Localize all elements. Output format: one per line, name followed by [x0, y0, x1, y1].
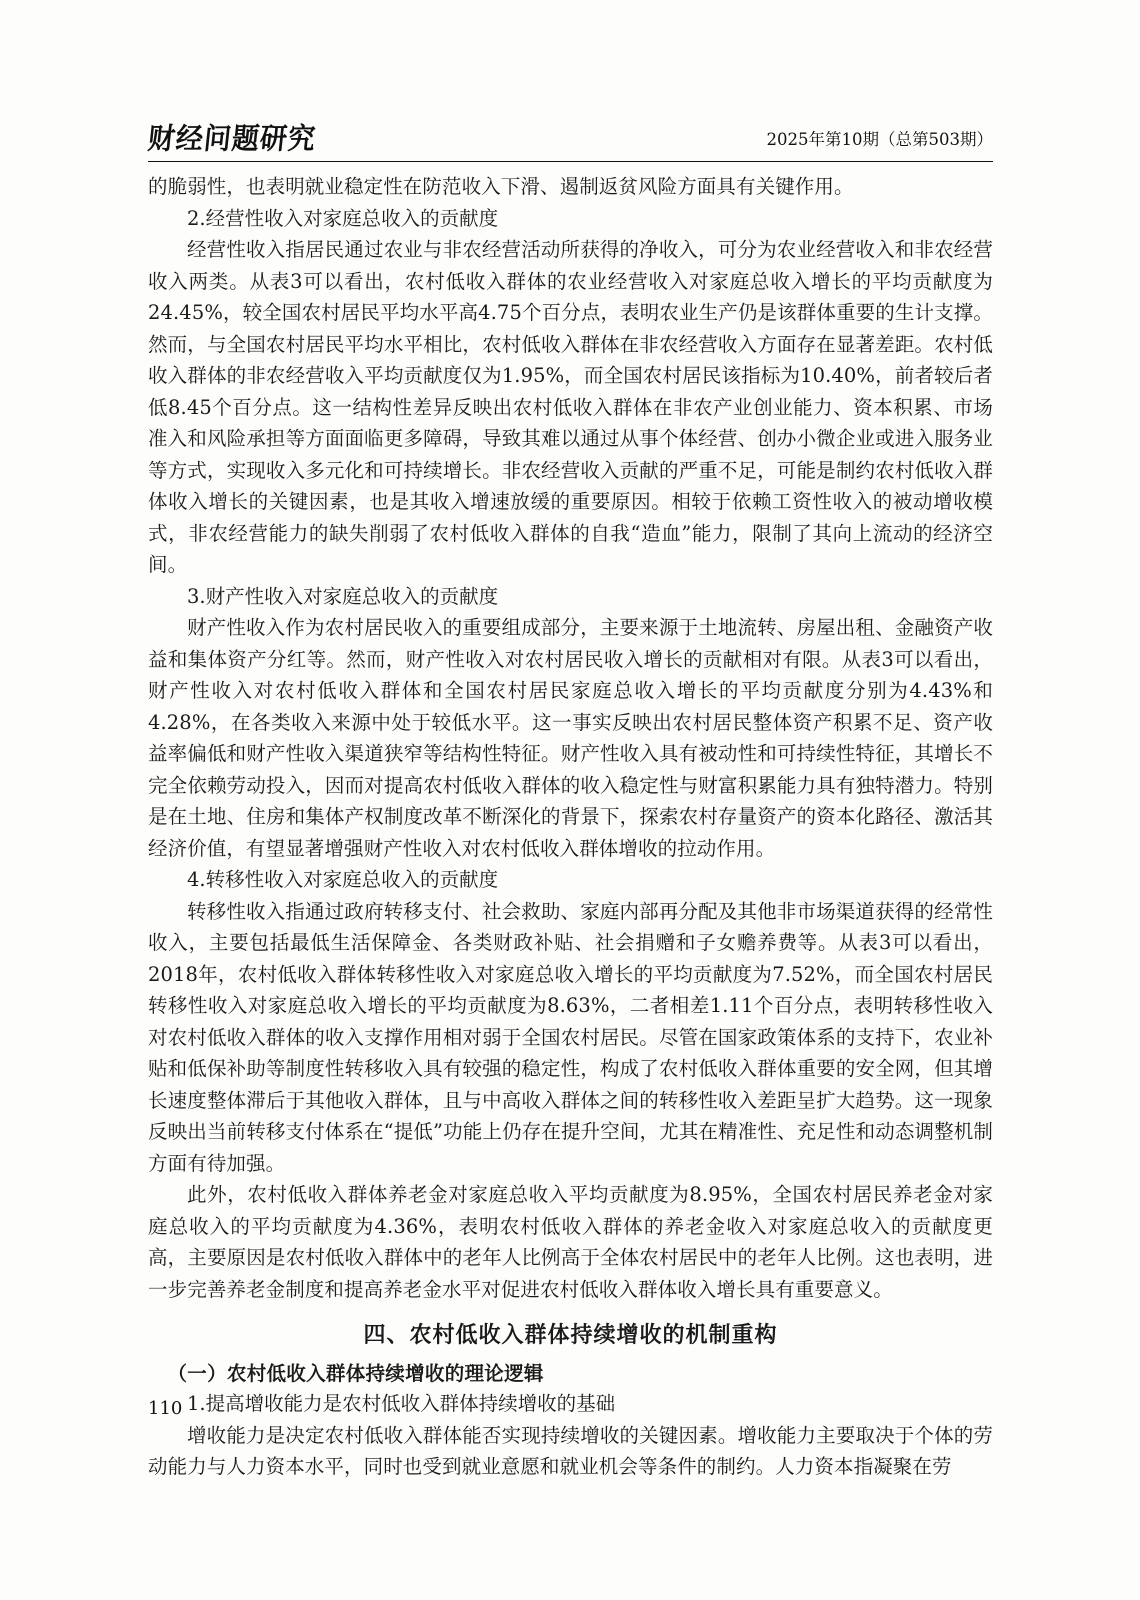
subsection-title: （一）农村低收入群体持续增收的理论逻辑 [167, 1362, 544, 1385]
issue-info: 2025年第10期（总第503期） [766, 130, 993, 149]
paragraph-continued: 的脆弱性，也表明就业稳定性在防范收入下滑、遏制返贫风险方面具有关键作用。 [148, 175, 854, 198]
masthead [146, 122, 993, 159]
header-rule [148, 161, 993, 162]
page-number: 110 [148, 1398, 183, 1419]
heading-1-capacity: 1.提高增收能力是农村低收入群体持续增收的基础 [187, 1392, 616, 1415]
heading-4-transfer-income: 4.转移性收入对家庭总收入的贡献度 [187, 868, 499, 891]
heading-3-property-income: 3.财产性收入对家庭总收入的贡献度 [187, 584, 499, 608]
paragraph-pension: 此外，农村低收入群体养老金对家庭总收入平均贡献度为8.95%，全国农村居民养老金对家庭总收入的平均贡献度为4.36%，表明农村低收入群体的养老金收入对家庭总收入的贡献度更高，主要原因是农村低收入群体中的老年人比例高于全体农村居民中的老年人比例。这也表明，进一步完善养老金制度和提高养老金水平对促进农村低收入群体收入增长具有重要意义。 [148, 1183, 993, 1301]
paragraph-business-income: 经营性收入指居民通过农业与非农经营活动所获得的净收入，可分为农业经营收入和非农经营收入两类。从表3可以看出，农村低收入群体的农业经营收入对家庭总收入增长的平均贡献度为24.45%，较全国农村居民平均水平高4.75个百分点，表明农业生产仍是该群体重要的生计支撑。然而，与全国农村居民平均水平相比，农村低收入群体在非农经营收入方面存在显著差距。农村低收入群体的非农经营收入平均贡献度仅为1.95%，而全国农村居民该指标为10.40%，前者较后者低8.45个百分点。这一结构性差异反映出农村低收入群体在非农产业创业能力、资本积累、市场准入和风险承担等方面面临更多障碍，导致其难以通过从事个体经营、创办小微企业或进入服务业等方式，实现收入多元化和可持续增长。非农经营收入贡献的严重不足，可能是制约农村低收入群体收入增长的关键因素，也是其收入增速放缓的重要原因。相较于依赖工资性收入的被动增收模式，非农经营能力的缺失削弱了农村低收入群体的自我“造血”能力，限制了其向上流动的经济空间。 [148, 238, 993, 576]
paragraph-property-income: 财产性收入作为农村居民收入的重要组成部分，主要来源于土地流转、房屋出租、金融资产收益和集体资产分红等。然而，财产性收入对农村居民收入增长的贡献相对有限。从表3可以看出，财产性收入对农村低收入群体和全国农村居民家庭总收入增长的平均贡献度分别为4.43%和4.28%，在各类收入来源中处于较低水平。这一事实反映出农村居民整体资产积累不足、资产收益率偏低和财产性收入渠道狭窄等结构性特征。财产性收入具有被动性和可持续性特征，其增长不完全依赖劳动投入，因而对提高农村低收入群体的收入稳定性与财富积累能力具有独特潜力。特别是在土地、住房和集体产权制度改革不断深化的背景下，探索农村存量资产的资本化路径、激活其经济价值，有望显著增强财产性收入对农村低收入群体增收的拉动作用。 [148, 616, 993, 860]
section-title: 四、农村低收入群体持续增收的机制重构 [363, 1322, 778, 1348]
heading-2-business-income: 2.经营性收入对家庭总收入的贡献度 [187, 206, 499, 230]
paragraph-capacity: 增收能力是决定农村低收入群体能否实现持续增收的关键因素。增收能力主要取决于个体的劳动能力与人力资本水平，同时也受到就业意愿和就业机会等条件的制约。人力资本指凝聚在劳 [148, 1423, 993, 1478]
page-content [146, 122, 993, 1483]
journal-logo: 财经问题研究 [146, 122, 318, 157]
paragraph-transfer-income: 转移性收入指通过政府转移支付、社会救助、家庭内部再分配及其他非市场渠道获得的经常性收入，主要包括最低生活保障金、各类财政补贴、社会捐赠和子女赡养费等。从表3可以看出，2018年，农村低收入群体转移性收入对家庭总收入增长的平均贡献度为7.52%，而全国农村居民转移性收入对家庭总收入增长的平均贡献度为8.63%，二者相差1.11个百分点，表明转移性收入对农村低收入群体的收入支撑作用相对弱于全国农村居民。尽管在国家政策体系的支持下，农业补贴和低保补助等制度性转移收入具有较强的稳定性，构成了农村低收入群体重要的安全网，但其增长速度整体滞后于其他收入群体，且与中高收入群体之间的转移性收入差距呈扩大趋势。这一现象反映出当前转移支付体系在“提低”功能上仍存在提升空间，尤其在精准性、充足性和动态调整机制方面有待加强。 [148, 899, 993, 1175]
